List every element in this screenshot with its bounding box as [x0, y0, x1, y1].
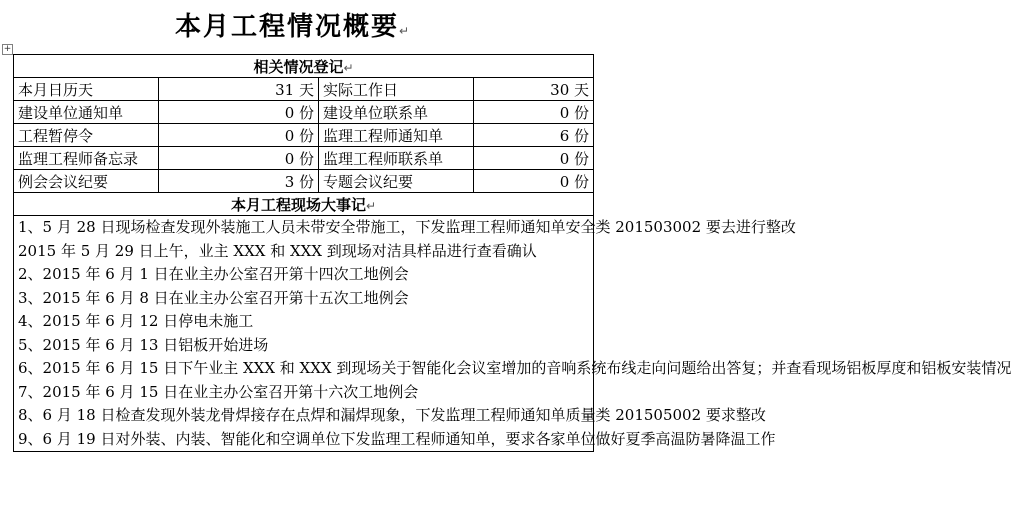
- value-cell: 30 天: [474, 78, 594, 101]
- table-row: [14, 147, 594, 170]
- value-cell: 0 份: [159, 147, 319, 170]
- table-row: [14, 78, 594, 101]
- section-heading-events: 本月工程现场大事记↵: [14, 193, 594, 216]
- event-item: 4、2015 年 6 月 12 日停电未施工: [18, 312, 254, 330]
- event-item: 8、6 月 18 日检查发现外装龙骨焊接存在点焊和漏焊现象，下发监理工程师通知单质量类 201505002 要求整改: [18, 406, 766, 424]
- value-cell: 31 天: [159, 78, 319, 101]
- label-cell: 监理工程师通知单: [319, 124, 474, 147]
- table-row: [14, 170, 594, 193]
- section-heading-registration: 相关情况登记↵: [14, 55, 594, 78]
- value-cell: 0 份: [474, 147, 594, 170]
- label-cell: 监理工程师联系单: [319, 147, 474, 170]
- label-cell: 监理工程师备忘录: [14, 147, 159, 170]
- label-cell: 例会会议纪要: [14, 170, 159, 193]
- event-item: 7、2015 年 6 月 15 日在业主办公室召开第十六次工地例会: [18, 382, 419, 401]
- event-item: 2、2015 年 6 月 1 日在业主办公室召开第十四次工地例会: [18, 265, 409, 283]
- label-cell: 本月日历天: [14, 78, 159, 101]
- label-cell: 实际工作日: [319, 78, 474, 101]
- table-move-handle-icon[interactable]: +: [3, 44, 12, 54]
- event-item: 3、2015 年 6 月 8 日在业主办公室召开第十五次工地例会: [18, 288, 409, 307]
- label-cell: 建设单位通知单: [14, 101, 159, 124]
- summary-table: [13, 54, 1011, 452]
- label-cell: 工程暂停令: [14, 124, 159, 147]
- value-cell: 0 份: [159, 124, 319, 147]
- value-cell: 0 份: [159, 101, 319, 124]
- table-row: [14, 101, 594, 124]
- event-item: 1、5 月 28 日现场检查发现外装施工人员未带安全带施工，下发监理工程师通知单安全类 201503002 要去进行整改: [18, 218, 796, 236]
- value-cell: 0 份: [474, 170, 594, 193]
- value-cell: 0 份: [474, 101, 594, 124]
- table-row: [14, 124, 594, 147]
- event-item: 5、2015 年 6 月 13 日铝板开始进场: [18, 335, 269, 354]
- events-cell: [14, 216, 1011, 452]
- label-cell: 建设单位联系单: [319, 101, 474, 124]
- document-title: 本月工程情况概要↵: [174, 12, 412, 42]
- paragraph-mark: ↵: [398, 24, 412, 38]
- label-cell: 专题会议纪要: [319, 170, 474, 193]
- value-cell: 6 份: [474, 124, 594, 147]
- value-cell: 3 份: [159, 170, 319, 193]
- event-item: 2015 年 5 月 29 日上午，业主 XXX 和 XXX 到现场对洁具样品进行查看确认: [18, 241, 537, 260]
- event-item: 9、6 月 19 日对外装、内装、智能化和空调单位下发监理工程师通知单，要求各家单位做好夏季高温防暑降温工作: [18, 429, 776, 448]
- event-item: 6、2015 年 6 月 15 日下午业主 XXX 和 XXX 到现场关于智能化会议室增加的音响系统布线走向问题给出答复；并查看现场铝板厚度和铝板安装情况: [18, 359, 1011, 377]
